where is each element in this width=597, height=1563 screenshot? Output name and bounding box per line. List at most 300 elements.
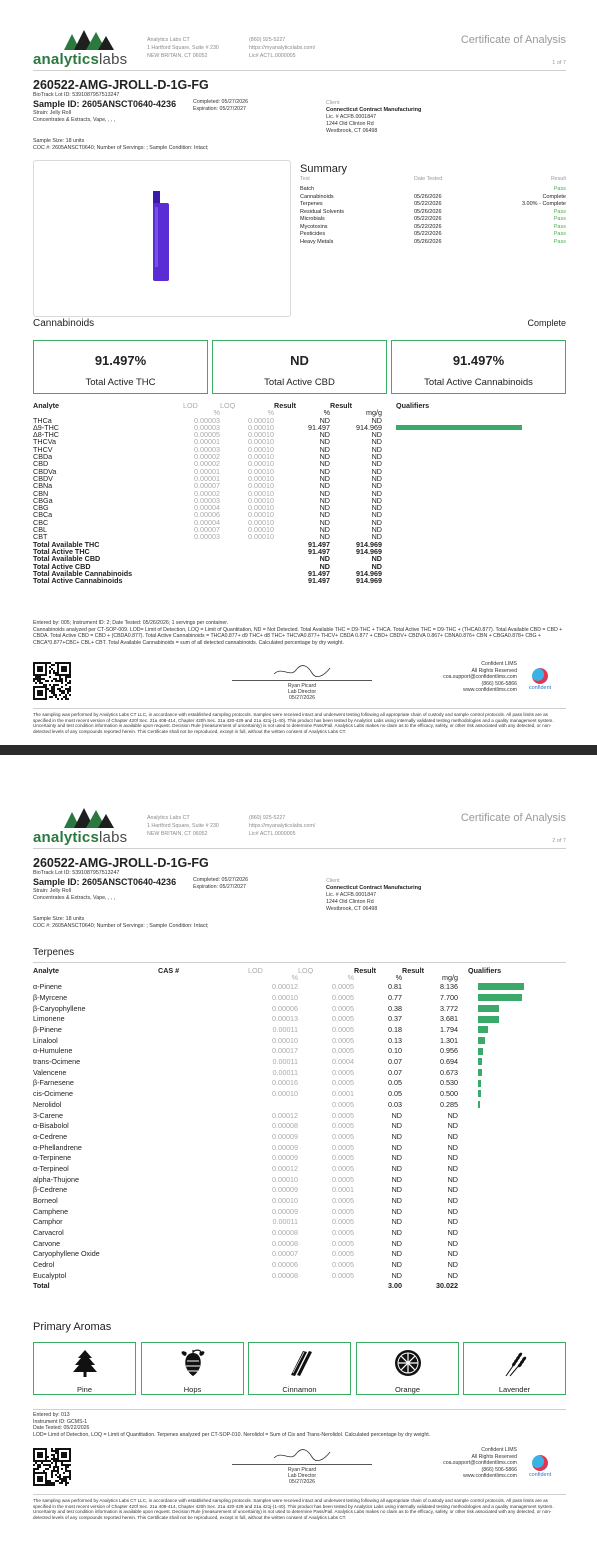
qualifier-cell: [382, 424, 566, 431]
result-pct: ND: [391, 1249, 402, 1259]
client-address: 1244 Old Clinton Rd: [326, 899, 374, 905]
lod-value: 0.00001: [194, 474, 220, 483]
qualifier-cell: [382, 438, 566, 445]
result-mg: 0.956: [440, 1046, 458, 1056]
summary-date: 05/22/2026: [414, 201, 442, 207]
result-mg: ND: [447, 1228, 458, 1238]
doc-title: Certificate of Analysis: [460, 812, 566, 824]
analyte-name: β-Cedrene: [33, 1185, 68, 1195]
hops-icon: [178, 1349, 208, 1377]
qualifier-cell: [458, 1099, 566, 1110]
cas-value: [158, 1046, 248, 1057]
qualifier-cell: [382, 526, 566, 533]
lab-address: Analytics Labs CT 1 Hartford Square, Suite # 230 NEW BRITAIN, CT 06052: [147, 37, 219, 59]
summary-date: 05/26/2026: [414, 208, 442, 215]
qualifier-cell: [458, 1195, 566, 1206]
table-row: [33, 1099, 566, 1110]
table-row: [33, 490, 566, 497]
table-row: [33, 497, 566, 504]
lod-value: 0.00007: [194, 526, 220, 534]
lod-value: 0.00009: [272, 1131, 298, 1141]
loq-value: 0.0005: [332, 1163, 354, 1173]
analyte-name: CBN: [33, 489, 49, 497]
analyte-name: CBG: [33, 504, 49, 512]
table-row: [33, 475, 566, 482]
table-row: [33, 1046, 566, 1057]
table-row: [33, 519, 566, 526]
qualifier-cell: [382, 468, 566, 475]
analyte-name: CBGa: [33, 496, 53, 505]
col-loq: LOQ: [220, 402, 236, 410]
result-pct: ND: [391, 1196, 402, 1206]
total-pct: 91.497: [308, 569, 330, 578]
aroma-label: Lavender: [498, 1385, 531, 1394]
analyte-name: THCVa: [33, 438, 57, 446]
table-row: [33, 1035, 566, 1046]
page-number: 2 of 7: [552, 838, 566, 844]
qr-code-icon[interactable]: [33, 662, 71, 700]
unit-pct: %: [323, 409, 330, 417]
lod-value: 0.00013: [272, 1014, 298, 1024]
client-city: Westbrook, CT 06498: [326, 906, 378, 912]
qualifier-cell: [458, 1259, 566, 1270]
lod-value: 0.00003: [194, 533, 220, 541]
summary-row: [300, 201, 566, 209]
table-row: [33, 1206, 566, 1217]
loq-value: 0.0005: [332, 1014, 354, 1024]
summary-row: [300, 194, 566, 202]
aroma-orange: [356, 1342, 459, 1395]
signer-name: Ryan Picard: [287, 683, 317, 689]
total-pct: ND: [319, 562, 330, 570]
legal-disclaimer: The sampling was performed by Analytics Labs CT LLC, in accordance with established sampling protocols. Samples were received intact and underwent testing following all appropriate chain of custody and sample control protocols. All pass limits are as specified in the most recent version of Chapter 420f Sec. 21a 408-414, Chapter 420h Sec. 21a 420-429 and 21a 421j-(1-40). This product has been tested by Analytics Labs using internally validated testing methodologies and a quality management system. Uncertainty and test condition information is available upon request. Decision Rule (measurement of uncertainty) is not used to determine Pass/Fail. Analytics Labs makes no claim as to the efficacy, safety, or other risk associated with any detected, or non-detected levels of any compounds reported herein. This Certificate shall not be reproduced, except in full, without the written consent of Analytics Labs CT.: [33, 712, 554, 734]
table-row: [33, 992, 566, 1003]
qualifier-cell: [382, 417, 566, 424]
sample-id: Sample ID: 2605ANSCT0640-4236: [33, 99, 177, 109]
page-header: [0, 0, 597, 70]
total-row: [33, 563, 566, 570]
qualifier-bar: [478, 1026, 488, 1033]
loq-value: 0.0001: [332, 1089, 354, 1099]
lims-phone: (866) 506-5866: [481, 1466, 517, 1473]
result-pct: ND: [319, 533, 330, 541]
sample-size-info: [33, 138, 566, 152]
lod-value: 0.00008: [272, 1238, 298, 1248]
qualifier-cell: [382, 497, 566, 504]
result-mg: 3.772: [440, 1003, 458, 1013]
legal-disclaimer: The sampling was performed by Analytics Labs CT LLC, in accordance with established sampling protocols. Samples were received intact and underwent testing following all appropriate chain of custody and sample control protocols. All pass limits are as specified in the most recent version of Chapter 420f Sec. 21a 408-414, Chapter 420h Sec. 21a 420-429 and 21a 421j-(1-40). This product has been tested by Analytics Labs using internally validated testing methodologies and a quality management system. Uncertainty and test condition information is available upon request. Decision Rule (measurement of uncertainty) is not used to determine Pass/Fail. Analytics Labs makes no claim as to the efficacy, safety, or other risk associated with any detected, or non-detected levels of any compounds reported herein. This Certificate shall not be reproduced, except in full, without the written consent of Analytics Labs CT.: [33, 1498, 554, 1520]
table-row: [33, 1217, 566, 1228]
table-row: [33, 431, 566, 438]
result-mg: ND: [371, 504, 382, 512]
loq-value: 0.0005: [332, 1110, 354, 1120]
dates: [193, 877, 313, 891]
result-pct: 0.37: [388, 1014, 402, 1024]
cannabinoid-totals: [33, 340, 566, 394]
total-value: 91.497%: [94, 353, 147, 368]
loq-value: 0.0005: [332, 992, 354, 1002]
lod-value: 0.00016: [272, 1078, 298, 1088]
aroma-cinnamon: [248, 1342, 351, 1395]
lims-email[interactable]: coa.support@confidentlims.com: [443, 674, 517, 680]
footnote-methods: LOD= Limit of Detection, LOQ = Limit of Quantitation. Terpenes analyzed per CT-SOP-010. Nerolidol = Sum of Cis and Trans-Nerolidol. Calculated percentage by dry weight.: [33, 1431, 431, 1438]
result-mg: ND: [371, 416, 382, 424]
loq-value: 0.0005: [332, 1238, 354, 1248]
result-mg: 1.301: [440, 1035, 458, 1045]
total-row: [33, 555, 566, 562]
lod-value: 0.00010: [272, 1089, 298, 1099]
loq-value: 0.0005: [332, 1228, 354, 1238]
result-pct: ND: [319, 489, 330, 497]
qualifier-cell: [382, 504, 566, 511]
summary-date: 05/26/2026: [414, 193, 442, 200]
cas-value: [158, 1088, 248, 1099]
sample-info: [33, 92, 193, 124]
aroma-label: Pine: [76, 1385, 92, 1394]
col-loq: LOQ: [298, 967, 314, 975]
table-row: [33, 982, 566, 993]
table-row: [33, 1024, 566, 1035]
total-mg: ND: [371, 555, 382, 563]
analyte-name: Linalool: [33, 1035, 58, 1045]
analyte-name: α-Humulene: [33, 1046, 73, 1056]
qualifier-cell: [382, 490, 566, 497]
col-date: Date Tested: [414, 176, 443, 182]
total-name: Total Active THC: [33, 547, 90, 556]
client-label: Client: [326, 100, 340, 106]
summary-date: 05/22/2026: [414, 231, 442, 237]
summary-row: [300, 239, 566, 247]
terpenes-footnote: [33, 1412, 566, 1438]
cas-value: [158, 1067, 248, 1078]
total-mg: 914.969: [356, 577, 382, 585]
summary-test: Terpenes: [300, 201, 323, 207]
result-mg: ND: [371, 467, 382, 475]
result-mg: ND: [371, 453, 382, 461]
legal-divider: [33, 708, 566, 709]
result-pct: 0.07: [388, 1067, 402, 1077]
result-pct: 91.497: [308, 423, 330, 432]
result-pct: ND: [391, 1153, 402, 1163]
client-name: Connecticut Contract Manufacturing: [326, 885, 422, 891]
loq-value: 0.0005: [332, 1046, 354, 1056]
lot-title: 260522-AMG-JROLL-D-1G-FG: [33, 78, 209, 92]
total-mg: 914.969: [356, 569, 382, 578]
signature-line: [232, 680, 372, 681]
confident-logo-icon: [532, 1455, 548, 1471]
pine-tree-icon: [70, 1349, 100, 1377]
sample-meta: [33, 856, 566, 928]
cas-value: [158, 1024, 248, 1035]
summary-panel: [300, 162, 566, 246]
qualifier-cell: [458, 1014, 566, 1025]
table-row: [33, 526, 566, 533]
result-pct: ND: [391, 1110, 402, 1120]
result-mg: 0.285: [440, 1099, 458, 1109]
loq-value: 0.0005: [332, 982, 354, 992]
loq-value: 0.0005: [332, 1099, 354, 1109]
qualifier-cell: [458, 1046, 566, 1057]
lod-value: 0.00012: [272, 1163, 298, 1173]
result-pct: 0.05: [388, 1089, 402, 1099]
analyte-name: cis-Ocimene: [33, 1089, 73, 1099]
table-row: [33, 1227, 566, 1238]
lod-value: 0.00011: [272, 1067, 298, 1077]
total-pct: ND: [319, 555, 330, 563]
footnote-entered: Entered by: 013: [33, 1412, 70, 1418]
qualifier-cell: [382, 511, 566, 518]
lod-value: 0.00009: [272, 1142, 298, 1152]
loq-value: 0.0005: [332, 1217, 354, 1227]
lims-site[interactable]: www.confidentlims.com: [463, 1473, 517, 1479]
qualifier-cell: [458, 1238, 566, 1249]
col-cas: CAS #: [158, 967, 180, 975]
result-mg: ND: [371, 482, 382, 490]
qr-code-icon[interactable]: [33, 1448, 71, 1486]
total-pct: 91.497: [308, 577, 330, 585]
lims-name: Confident LIMS: [481, 1447, 517, 1453]
qualifier-cell: [458, 1121, 566, 1132]
qualifier-cell: [458, 982, 566, 993]
result-pct: ND: [319, 474, 330, 483]
loq-value: 0.00010: [248, 482, 274, 490]
qualifier-cell: [458, 1185, 566, 1196]
total-mg: 914.969: [356, 540, 382, 548]
table-row: [33, 1067, 566, 1078]
analyte-name: α-Cedrene: [33, 1131, 68, 1141]
summary-row: [300, 186, 566, 194]
client-label: Client: [326, 878, 340, 884]
result-mg: ND: [447, 1270, 458, 1280]
table-row: [33, 438, 566, 445]
col-analyte: Analyte: [33, 967, 59, 975]
table-row: [33, 482, 566, 489]
completed-date: Completed: 05/27/2026: [193, 99, 249, 105]
analyte-name: α-Phellandrene: [33, 1142, 82, 1152]
loq-value: 0.0005: [332, 1035, 354, 1045]
orange-slice-icon: [393, 1349, 423, 1377]
sample-meta: [33, 78, 566, 150]
analyte-name: CBDVa: [33, 467, 57, 475]
table-row: [33, 1238, 566, 1249]
result-mg: ND: [447, 1110, 458, 1120]
loq-value: 0.0005: [332, 1121, 354, 1131]
loq-value: 0.0005: [332, 1260, 354, 1270]
analyte-name: β-Pinene: [33, 1025, 62, 1035]
footnote-instrument: Instrument ID: GCMS-1: [33, 1418, 88, 1425]
cas-value: [158, 1131, 248, 1142]
header-divider: [33, 848, 566, 849]
footnote-entered: Entered by: 005; Instrument ID: 2; Date Tested: 05/26/2026; 1 servings per container.: [33, 620, 229, 626]
dates: [193, 99, 313, 113]
result-pct: ND: [391, 1131, 402, 1141]
sample-size: Sample Size: 18 units: [33, 138, 85, 144]
qualifier-cell: [382, 446, 566, 453]
analyte-name: α-Bisabolol: [33, 1121, 69, 1131]
analyte-name: CBDV: [33, 474, 53, 483]
unit-lod: %: [213, 409, 220, 417]
col-result-mg: Result: [402, 967, 424, 975]
result-pct: 0.13: [388, 1035, 402, 1045]
lod-value: 0.00004: [194, 504, 220, 512]
result-mg: ND: [371, 431, 382, 439]
table-row: [33, 424, 566, 431]
summary-test: Batch: [300, 186, 315, 192]
table-row: [33, 460, 566, 467]
aroma-pine: [33, 1342, 136, 1395]
result-pct: ND: [391, 1228, 402, 1238]
summary-date: 05/22/2026: [414, 223, 442, 230]
total-row: [33, 548, 566, 555]
cas-value: [158, 1163, 248, 1174]
qualifier-cell: [382, 533, 566, 540]
lod-value: 0.00010: [272, 1174, 298, 1184]
loq-value: 0.00010: [248, 423, 274, 432]
lims-email[interactable]: coa.support@confidentlims.com: [443, 1460, 517, 1466]
cannabinoids-footnote: [33, 620, 566, 646]
signature-block: [232, 1448, 372, 1485]
analyte-name: trans-Ocimene: [33, 1057, 81, 1067]
analyte-name: Eucalyptol: [33, 1270, 67, 1280]
result-pct: ND: [319, 445, 330, 454]
qualifier-cell: [458, 1174, 566, 1185]
loq-value: 0.00010: [248, 533, 274, 541]
table-row: [33, 1153, 566, 1164]
table-row: [33, 1249, 566, 1260]
signature-line: [232, 1464, 372, 1465]
qualifier-bar: [478, 1037, 485, 1044]
lod-value: 0.00011: [272, 1025, 298, 1035]
summary-header: [300, 176, 566, 186]
qualifier-cell: [458, 1217, 566, 1228]
loq-value: 0.00010: [248, 467, 274, 475]
loq-value: 0.00010: [248, 496, 274, 505]
total-pct: 91.497: [308, 540, 330, 548]
signed-date: 05/27/2026: [289, 695, 315, 701]
cas-value: [158, 1238, 248, 1249]
analyte-name: THCV: [33, 445, 53, 454]
strain: Strain: Jelly Roll: [33, 888, 71, 894]
lims-phone: (866) 506-5866: [481, 680, 517, 687]
result-mg: ND: [371, 518, 382, 527]
expiration-date: Expiration: 05/27/2027: [193, 884, 247, 890]
table-row: [33, 533, 566, 540]
summary-test: Mycotoxins: [300, 223, 328, 230]
col-result-mg: Result: [330, 402, 352, 410]
summary-test: Microbials: [300, 216, 325, 222]
total-name: Total Available THC: [33, 540, 100, 548]
qualifier-bar: [478, 1090, 481, 1097]
cas-value: [158, 1195, 248, 1206]
result-pct: ND: [319, 526, 330, 534]
analyte-name: CBD: [33, 460, 49, 468]
loq-value: 0.0004: [332, 1057, 354, 1067]
client-info: [326, 878, 566, 913]
lod-value: 0.00012: [272, 982, 298, 992]
qualifier-bar: [478, 994, 522, 1001]
analyte-name: β-Myrcene: [33, 992, 68, 1002]
result-mg: 0.694: [440, 1057, 458, 1067]
cas-value: [158, 1206, 248, 1217]
summary-result: 3.00% - Complete: [521, 201, 566, 207]
col-test: Test: [300, 176, 310, 182]
unit-mg: mg/g: [366, 409, 382, 417]
col-lod: LOD: [183, 402, 198, 410]
strain: Strain: Jelly Roll: [33, 110, 71, 116]
result-pct: ND: [319, 431, 330, 439]
total-pct: 91.497: [308, 547, 330, 556]
table-row: [33, 504, 566, 511]
qualifier-cell: [458, 1227, 566, 1238]
result-mg: ND: [371, 496, 382, 505]
analyte-name: THCa: [33, 416, 52, 424]
result-pct: ND: [391, 1270, 402, 1280]
analyte-name: Valencene: [33, 1067, 67, 1077]
table-row: [33, 1056, 566, 1067]
aroma-label: Orange: [394, 1385, 421, 1394]
lod-value: 0.00012: [272, 1110, 298, 1120]
result-mg: ND: [371, 474, 382, 483]
lab-address: Analytics Labs CT 1 Hartford Square, Suite # 230 NEW BRITAIN, CT 06052: [147, 815, 219, 837]
result-mg: ND: [371, 526, 382, 534]
result-pct: ND: [319, 518, 330, 527]
footnote-date: Date Tested: 05/22/2026: [33, 1425, 90, 1431]
qualifier-cell: [458, 1003, 566, 1014]
analyte-name: Borneol: [33, 1196, 58, 1206]
loq-value: 0.00010: [248, 453, 274, 461]
result-mg: ND: [447, 1238, 458, 1248]
page-separator: [0, 745, 597, 778]
total-mg: 914.969: [356, 547, 382, 556]
col-result: Result: [550, 176, 566, 182]
loq-value: 0.0005: [332, 1142, 354, 1152]
cannabinoids-table: [33, 402, 566, 584]
result-mg: 3.681: [440, 1014, 458, 1024]
result-mg: 1.794: [440, 1025, 458, 1035]
qualifier-cell: [458, 1153, 566, 1164]
page-header: [0, 778, 597, 848]
signer-name: Ryan Picard: [287, 1467, 317, 1473]
result-pct: 0.03: [388, 1099, 402, 1109]
table-row: [33, 1078, 566, 1089]
coa-page-2: [0, 778, 597, 1563]
table-row: [33, 1259, 566, 1270]
summary-result: Pass: [553, 216, 566, 222]
lod-value: 0.00004: [194, 518, 220, 527]
summary-result: Pass: [553, 223, 566, 230]
qualifier-bar: [478, 1005, 499, 1012]
qualifier-bar: [478, 1069, 482, 1076]
loq-value: 0.0005: [332, 1131, 354, 1141]
unit-lod: %: [291, 974, 298, 982]
lod-value: 0.00003: [194, 416, 220, 424]
cas-value: [158, 992, 248, 1003]
terpenes-divider: [33, 962, 566, 963]
lot-title: 260522-AMG-JROLL-D-1G-FG: [33, 856, 209, 870]
table-row: [33, 1142, 566, 1153]
total-active-cbd-box: [212, 340, 387, 394]
analyte-name: CBL: [33, 526, 47, 534]
lod-value: 0.00010: [272, 1196, 298, 1206]
table-header: [33, 967, 566, 974]
total-row: [33, 577, 566, 584]
total-value: ND: [290, 353, 309, 368]
loq-value: 0.0005: [332, 1196, 354, 1206]
table-row: [33, 1110, 566, 1121]
lims-rights: All Rights Reserved: [471, 667, 517, 674]
summary-result: Pass: [553, 238, 566, 245]
lims-site[interactable]: www.confidentlims.com: [463, 687, 517, 693]
